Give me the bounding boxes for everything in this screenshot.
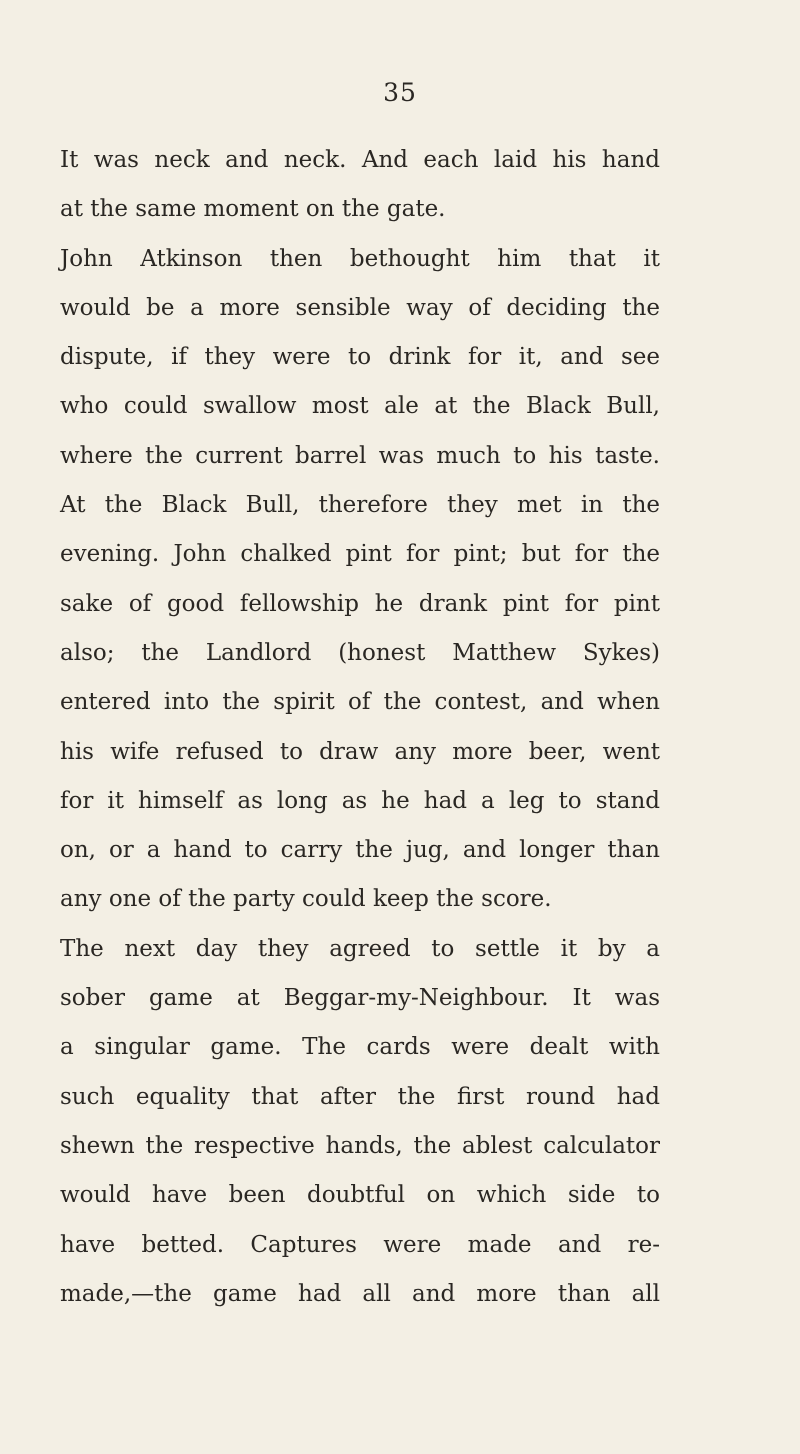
text-line: would have been doubtful on which side to [60, 1182, 660, 1209]
text-line: would be a more sensible way of deciding the [60, 294, 660, 321]
text-line: sober game at Beggar-my-Neighbour. It was [60, 985, 660, 1012]
text-line: made,—the game had all and more than all [60, 1280, 660, 1307]
text-line: for it himself as long as he had a leg to stand [60, 787, 660, 814]
text-line: have betted. Captures were made and re- [60, 1231, 660, 1258]
text-line: It was neck and neck. And each laid his hand [60, 147, 660, 173]
text-line: where the current barrel was much to his taste. [60, 442, 660, 469]
text-line: The next day they agreed to settle it by a [60, 935, 660, 962]
text-line: who could swallow most ale at the Black Bull, [60, 393, 660, 420]
text-line: at the same moment on the gate. [60, 196, 446, 223]
text-line: shewn the respective hands, the ablest calculator [60, 1132, 660, 1159]
text-line: entered into the spirit of the contest, and when [60, 689, 660, 716]
page-number: 35 [383, 78, 417, 107]
text-line: also; the Landlord (honest Matthew Sykes) [60, 639, 660, 666]
text-line: his wife refused to draw any more beer, went [60, 738, 660, 765]
text-line: on, or a hand to carry the jug, and longer than [60, 837, 660, 864]
text-line: evening. John chalked pint for pint; but for the [60, 541, 660, 568]
text-line: any one of the party could keep the score. [60, 886, 552, 913]
text-line: a singular game. The cards were dealt with [60, 1034, 660, 1061]
text-line: dispute, if they were to drink for it, and see [60, 344, 660, 371]
text-line: John Atkinson then bethought him that it [60, 245, 660, 272]
text-line: sake of good fellowship he drank pint for pint [60, 590, 660, 617]
text-line: At the Black Bull, therefore they met in the [60, 492, 660, 519]
body-text [60, 136, 660, 1319]
text-line: such equality that after the first round had [60, 1083, 660, 1110]
